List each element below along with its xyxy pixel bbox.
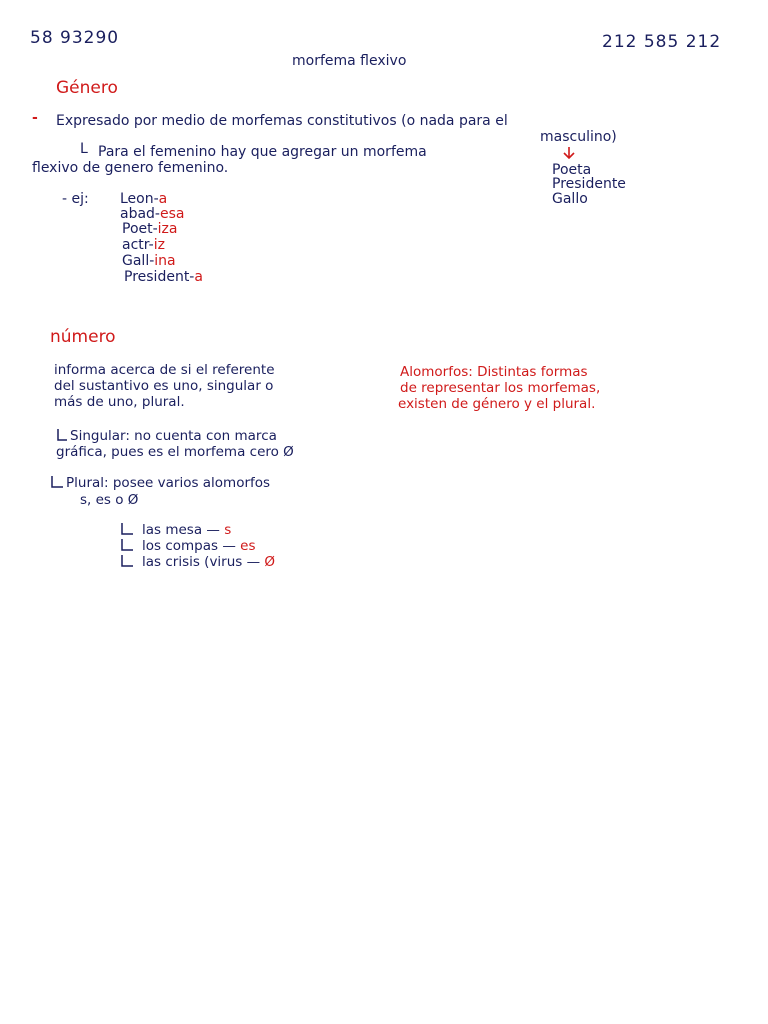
phone-number-right: 212 585 212 — [602, 32, 722, 52]
plural-line: Plural: posee varios alomorfos — [66, 475, 271, 491]
plural-example-row: las mesa — s — [142, 522, 232, 538]
masculine-item: Presidente — [552, 176, 626, 192]
bullet-dash: - — [32, 110, 38, 126]
genero-sub-line1: Para el femenino hay que agregar un morfema — [98, 144, 427, 160]
singular-line: Singular: no cuenta con marca — [70, 428, 277, 444]
singular-line: gráfica, pues es el morfema cero Ø — [56, 444, 294, 460]
example-row: Gall-ina — [122, 253, 176, 269]
example-row: abad-esa — [120, 206, 185, 222]
l-branch-icon — [120, 522, 134, 536]
alomorfos-line: de representar los morfemas, — [400, 380, 601, 396]
page-title: morfema flexivo — [292, 53, 407, 69]
example-row: Leon-a — [120, 191, 168, 207]
alomorfos-line: Alomorfos: Distintas formas — [400, 364, 588, 380]
numero-intro-line: más de uno, plural. — [54, 394, 185, 410]
sub-marker: L — [80, 141, 88, 157]
masculine-item: Poeta — [552, 162, 592, 178]
example-row: President-a — [124, 269, 203, 285]
plural-example-row: las crisis (virus — Ø — [142, 554, 276, 570]
genero-line1: Expresado por medio de morfemas constitutivos (o nada para el — [56, 113, 508, 129]
example-row: Poet-iza — [122, 221, 178, 237]
red-arrow-down-icon — [562, 146, 576, 160]
plural-line: s, es o Ø — [80, 492, 139, 508]
genero-heading: Género — [56, 78, 118, 98]
l-branch-icon — [50, 475, 64, 489]
numero-intro-line: informa acerca de si el referente — [54, 362, 275, 378]
l-branch-icon — [120, 554, 134, 568]
ej-label: - ej: — [62, 191, 89, 207]
alomorfos-line: existen de género y el plural. — [398, 396, 596, 412]
genero-sub-line2: flexivo de genero femenino. — [32, 160, 229, 176]
numero-heading: número — [50, 327, 116, 347]
plural-example-row: los compas — es — [142, 538, 256, 554]
example-row: actr-iz — [122, 237, 165, 253]
masculine-item: Gallo — [552, 191, 588, 207]
phone-number-left: 58 93290 — [30, 28, 120, 48]
numero-intro-line: del sustantivo es uno, singular o — [54, 378, 274, 394]
l-branch-icon — [120, 538, 134, 552]
genero-line1b: masculino) — [540, 129, 617, 145]
l-branch-icon — [56, 428, 68, 442]
